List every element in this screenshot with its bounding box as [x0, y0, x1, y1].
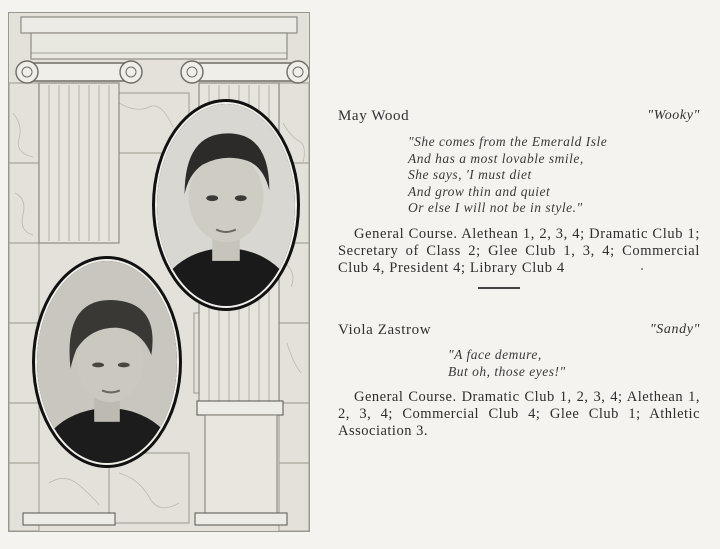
student-name: May Wood — [338, 108, 410, 124]
verse-line: But oh, those eyes!" — [448, 363, 566, 379]
entry-header — [338, 322, 700, 342]
entry-header — [338, 108, 700, 128]
verse-line: And grow thin and quiet — [408, 183, 551, 199]
senior-entry-may-wood — [338, 108, 700, 277]
verse-line: "A face demure, — [448, 347, 542, 362]
print-speck — [641, 268, 643, 270]
verse-line: "She comes from the Emerald Isle — [408, 134, 608, 149]
portrait-photo — [157, 104, 295, 306]
section-divider — [478, 287, 520, 289]
senior-entry-viola-zastrow — [338, 322, 700, 440]
decorative-panel — [8, 12, 310, 532]
activity-record: General Course. Dramatic Club 1, 2, 3, 4; Alethean 1, 2, 3, 4; Commercial Club 4; Glee Club 1; Athletic Association 3. — [338, 389, 700, 439]
verse — [338, 134, 700, 217]
portrait-viola-zastrow — [32, 256, 182, 468]
student-name: Viola Zastrow — [338, 322, 432, 338]
portrait-photo — [37, 261, 177, 463]
verse-line: And has a most lovable smile, — [408, 150, 584, 166]
verse — [338, 347, 700, 380]
student-nickname: "Wooky" — [647, 108, 700, 123]
student-nickname: "Sandy" — [649, 322, 700, 337]
activity-record: General Course. Alethean 1, 2, 3, 4; Dramatic Club 1; Secretary of Class 2; Glee Club 1, 3, 4; Commercial Club 4, President 4; Library Club 4 — [338, 225, 700, 276]
verse-line: She says, 'I must diet — [408, 167, 532, 182]
verse-line: Or else I will not be in style." — [408, 200, 583, 215]
